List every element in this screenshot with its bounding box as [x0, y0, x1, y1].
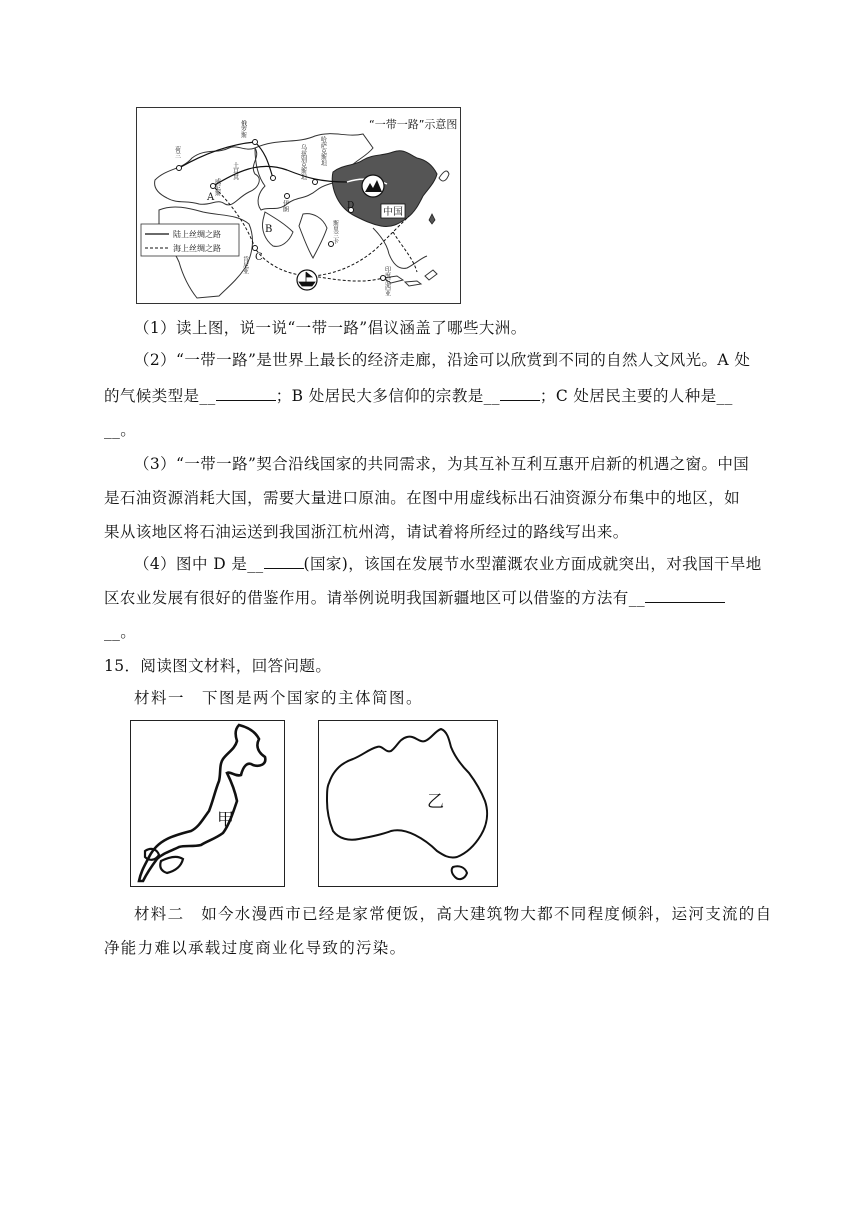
q14-part4-text-c: 区农业发展有很好的借鉴作用。请举例说明我国新疆地区可以借鉴的方法有__ [104, 589, 646, 607]
q14-part1: （1）读上图，说一说“一带一路”倡议涵盖了哪些大洲。 [134, 319, 527, 337]
q14-part2-text-a: 的气候类型是__ [104, 387, 216, 405]
label-srilanka: 斯里兰卡 [331, 220, 339, 244]
belt-and-road-map [136, 107, 461, 304]
label-b: B [265, 224, 273, 235]
answer-blank-methods[interactable] [645, 588, 725, 603]
japan-map-graphic [131, 721, 284, 886]
australia-map [318, 720, 498, 887]
label-netherlands: 荷兰 [173, 146, 181, 158]
label-kenya: 肯尼亚 [241, 256, 249, 274]
q14-part3-line2: 是石油资源消耗大国，需要大量进口原油。在图中用虚线标出石油资源分布集中的地区，如 [104, 489, 741, 507]
q15-material2-line2: 净能力难以承载过度商业化导致的污染。 [104, 939, 407, 957]
q14-part2-text-b: ；B 处居民大多信仰的宗教是__ [275, 387, 500, 405]
label-iran: 伊朗 [281, 200, 289, 212]
belt-and-road-map-graphic [137, 108, 460, 303]
label-uzbekistan: 乌兹别克斯坦 [299, 144, 307, 180]
label-turkey: 土耳其 [231, 162, 239, 180]
q14-part2-line3: __。 [104, 421, 137, 439]
q14-part4-line1 [134, 552, 762, 574]
japan-map [130, 720, 285, 887]
label-venice: 威尼斯 [213, 178, 221, 196]
q14-part4-text-a: （4）图中 D 是__ [134, 555, 264, 573]
q14-part4-line2 [104, 586, 725, 608]
q14-part2-text-c: ；C 处居民主要的人种是__ [539, 387, 733, 405]
answer-blank-country[interactable] [264, 554, 304, 569]
answer-blank-religion[interactable] [500, 386, 540, 401]
label-yi: 乙 [427, 792, 444, 812]
q15-material1: 材料一 下图是两个国家的主体简图。 [134, 689, 424, 707]
china-label: 中国 [383, 207, 403, 218]
mountain-icon [362, 175, 384, 197]
label-d: D [347, 201, 355, 211]
q15-heading: 15．阅读图文材料，回答问题。 [104, 657, 332, 675]
label-kazakhstan: 哈萨克斯坦 [319, 136, 327, 166]
map-title: “一带一路”示意图 [369, 118, 458, 131]
q14-part2-line1: （2）“一带一路”是世界上最长的经济走廊，沿途可以欣赏到不同的自然人文风光。A 处 [134, 351, 751, 369]
map-legend [141, 224, 239, 256]
q14-part2-line2 [104, 384, 733, 406]
australia-map-graphic [319, 721, 497, 886]
label-russia: 俄罗斯 [239, 120, 247, 138]
label-c: C [255, 252, 263, 263]
legend-sea: 海上丝绸之路 [173, 244, 221, 253]
legend-land: 陆上丝绸之路 [173, 230, 221, 239]
q15-material2-line1: 材料二 如今水漫西市已经是家常便饭，高大建筑物大都不同程度倾斜，运河支流的自 [134, 905, 773, 923]
label-a: A [207, 192, 215, 203]
label-jia: 甲 [217, 810, 234, 830]
label-indonesia: 印度尼西亚 [383, 266, 391, 296]
q14-part4-text-b: (国家)，该国在发展节水型灌溉农业方面成就突出，对我国干旱地 [303, 555, 762, 573]
q14-part3-line1: （3）“一带一路”契合沿线国家的共同需求，为其互补互利互惠开启新的机遇之窗。中国 [134, 455, 750, 473]
q14-part4-line3: __。 [104, 623, 137, 641]
answer-blank-climate[interactable] [216, 386, 276, 401]
q14-part3-line3: 果从该地区将石油运送到我国浙江杭州湾，请试着将所经过的路线写出来。 [104, 523, 629, 541]
